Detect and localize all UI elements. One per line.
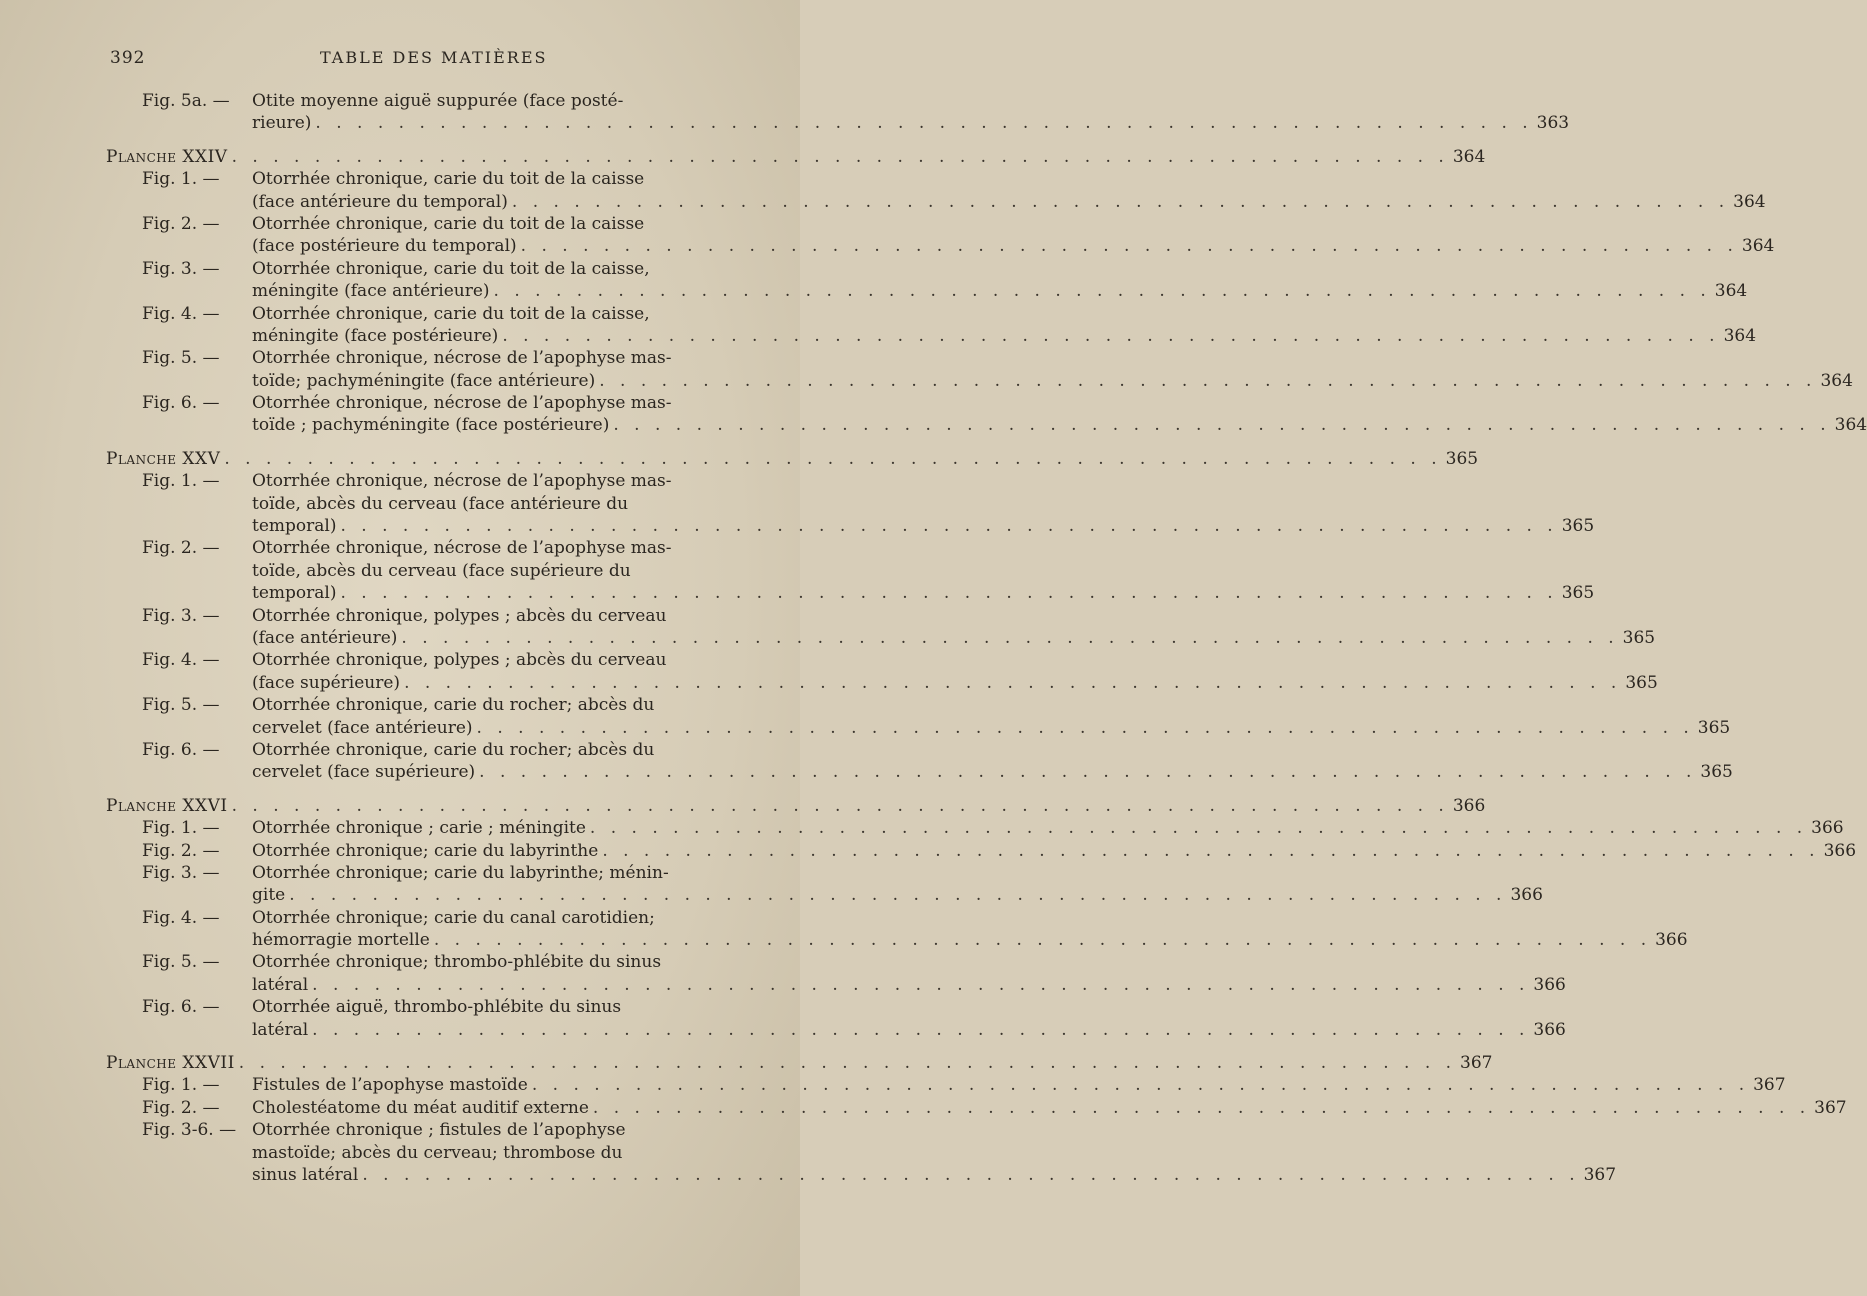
- toc-figure-entry: [106, 1097, 1847, 1119]
- figure-number: Fig. 2. —: [142, 840, 220, 861]
- caption-line: [252, 1074, 1786, 1096]
- figure-caption: [252, 303, 1756, 348]
- caption-line: [252, 761, 1733, 783]
- caption-text: Otorrhée chronique, nécrose de l’apophyse mas-: [252, 393, 672, 414]
- caption-line: [252, 370, 1853, 392]
- leader-dots: [528, 1074, 1749, 1096]
- caption-text: rieure): [252, 113, 312, 134]
- page-ref: 364: [1733, 191, 1766, 212]
- figure-number: Fig. 4. —: [142, 907, 220, 928]
- caption-line: [252, 325, 1756, 347]
- leader-dots: [595, 370, 1816, 392]
- toc-figure-entry: [106, 470, 1595, 537]
- page-ref: 365: [1445, 448, 1479, 469]
- caption-line: [252, 840, 1856, 862]
- caption-text: Otorrhée chronique; carie du labyrinthe: [252, 840, 599, 861]
- caption-line: [252, 929, 1688, 951]
- caption-text: (face supérieure): [252, 672, 401, 693]
- caption-text: Otorrhée chronique, carie du rocher; abcès du: [252, 739, 655, 760]
- figure-caption: [252, 649, 1658, 694]
- page-ref: 365: [1625, 672, 1658, 693]
- figure-caption: [252, 1074, 1786, 1096]
- caption-text: temporal): [252, 516, 337, 537]
- leader-dots: [508, 191, 1729, 213]
- toc-figure-entry: [106, 649, 1658, 694]
- plate-label: Planche XXV: [106, 448, 221, 469]
- caption-line: [252, 694, 1730, 716]
- plate-heading: [106, 795, 1486, 817]
- page-ref: 364: [1723, 325, 1757, 346]
- page-ref: 366: [1533, 1019, 1566, 1040]
- toc-figure-entry: [106, 303, 1757, 348]
- figure-number: Fig. 2. —: [142, 538, 220, 559]
- plate-heading: [106, 146, 1486, 168]
- toc-figure-entry: [106, 862, 1543, 907]
- toc-figure-entry: [106, 392, 1867, 437]
- caption-line: [252, 884, 1543, 906]
- caption-text: toïde, abcès du cerveau (face supérieure du: [252, 560, 631, 581]
- caption-text: toïde; pachyméningite (face antérieure): [252, 370, 596, 391]
- toc-figure-entry: [106, 605, 1656, 650]
- caption-text: Otorrhée aiguë, thrombo-phlébite du sinus: [252, 997, 622, 1018]
- figure-number: Fig. 4. —: [142, 650, 220, 671]
- figure-caption: [252, 817, 1844, 839]
- caption-text: Otorrhée chronique; thrombo-phlébite du sinus: [252, 952, 662, 973]
- caption-line: [252, 1142, 1616, 1164]
- caption-text: Otorrhée chronique, nécrose de l’apophyse mas-: [252, 538, 672, 559]
- leader-dots: [498, 325, 1719, 347]
- toc-figure-entry: [106, 1074, 1786, 1096]
- leader-dots: [308, 1019, 1529, 1041]
- leader-dots: [400, 672, 1621, 694]
- figure-number: Fig. 2. —: [142, 1097, 220, 1118]
- caption-line: [252, 974, 1566, 996]
- page-ref: 365: [1697, 717, 1731, 738]
- figure-caption: [252, 258, 1747, 303]
- page-ref: 365: [1561, 516, 1595, 537]
- figure-caption: [252, 840, 1856, 862]
- caption-text: Otorrhée chronique, nécrose de l’apophyse mas-: [252, 471, 672, 492]
- caption-text: Otorrhée chronique; carie du canal carotidien;: [252, 907, 655, 928]
- figure-number: Fig. 3. —: [142, 605, 220, 626]
- leader-dots: [473, 717, 1694, 739]
- leader-dots: [475, 761, 1696, 783]
- caption-line: [252, 649, 1658, 671]
- figure-caption: [252, 90, 1569, 135]
- page-ref: 365: [1561, 583, 1595, 604]
- toc-figure-entry: [106, 739, 1733, 784]
- caption-text: (face antérieure du temporal): [252, 191, 508, 212]
- caption-line: [252, 112, 1569, 134]
- caption-text: Otite moyenne aiguë suppurée (face posté-: [252, 91, 624, 111]
- toc-figure-entry: [106, 951, 1566, 996]
- caption-line: [252, 280, 1747, 302]
- toc-figure-entry: [106, 996, 1566, 1041]
- figure-caption: [252, 862, 1543, 907]
- caption-text: Otorrhée chronique; carie du labyrinthe; ménin-: [252, 862, 669, 883]
- leader-dots: [609, 414, 1830, 436]
- toc-figure-entry: [106, 168, 1766, 213]
- figure-number: Fig. 6. —: [142, 739, 220, 760]
- caption-line: [252, 414, 1867, 436]
- caption-line: [252, 996, 1566, 1018]
- page-ref: 366: [1510, 885, 1543, 906]
- caption-line: [252, 303, 1756, 325]
- caption-line: [252, 739, 1733, 761]
- toc-figure-entry: [106, 213, 1775, 258]
- figure-caption: [252, 347, 1853, 392]
- caption-line: [252, 817, 1844, 839]
- caption-line: [252, 605, 1655, 627]
- caption-line: [252, 672, 1658, 694]
- caption-line: [252, 191, 1766, 213]
- caption-text: mastoïde; abcès du cerveau; thrombose du: [252, 1142, 623, 1163]
- caption-text: toïde ; pachyméningite (face postérieure): [252, 415, 610, 436]
- toc-figure-entry: [106, 817, 1844, 839]
- leader-dots: [285, 884, 1506, 906]
- figure-number: Fig. 6. —: [142, 997, 220, 1018]
- caption-text: méningite (face postérieure): [252, 325, 499, 346]
- figure-caption: [252, 739, 1733, 784]
- caption-line: [252, 90, 1569, 112]
- page-ref: 364: [1834, 415, 1867, 436]
- leader-dots: [358, 1164, 1579, 1186]
- caption-text: Otorrhée chronique, carie du toit de la caisse: [252, 169, 645, 190]
- figure-number: Fig. 1. —: [142, 818, 220, 839]
- caption-text: Otorrhée chronique, polypes ; abcès du cerveau: [252, 650, 667, 671]
- figure-number: Fig. 3. —: [142, 862, 220, 883]
- caption-text: temporal): [252, 583, 337, 604]
- caption-line: [252, 951, 1566, 973]
- caption-line: [252, 493, 1594, 515]
- caption-text: Otorrhée chronique, carie du toit de la caisse,: [252, 303, 650, 324]
- caption-line: [252, 1164, 1616, 1186]
- caption-line: [252, 627, 1655, 649]
- caption-text: sinus latéral: [252, 1165, 359, 1186]
- caption-line: [252, 235, 1774, 257]
- figure-number: Fig. 5. —: [142, 348, 220, 369]
- caption-text: Fistules de l’apophyse mastoïde: [252, 1075, 528, 1096]
- caption-line: [252, 537, 1594, 559]
- caption-line: [252, 1119, 1616, 1141]
- figure-number: Fig. 1. —: [142, 471, 220, 492]
- caption-line: [252, 560, 1594, 582]
- page-ref: 367: [1460, 1053, 1493, 1074]
- figure-caption: [252, 470, 1594, 537]
- page-ref: 367: [1814, 1097, 1847, 1118]
- toc-figure-entry: [106, 90, 1570, 135]
- leader-dots: [397, 627, 1618, 649]
- figure-number: Fig. 5. —: [142, 952, 220, 973]
- figure-number: Fig. 3-6. —: [142, 1120, 237, 1141]
- figure-caption: [252, 537, 1594, 604]
- figure-caption: [252, 605, 1655, 650]
- leader-dots: [220, 448, 1441, 470]
- caption-line: [252, 515, 1594, 537]
- toc-figure-entry: [106, 537, 1595, 604]
- caption-text: latéral: [252, 974, 309, 995]
- page-ref: 364: [1741, 236, 1775, 257]
- caption-text: Otorrhée chronique, carie du toit de la caisse: [252, 213, 645, 234]
- caption-text: Otorrhée chronique, nécrose de l’apophyse mas-: [252, 348, 672, 369]
- leader-dots: [311, 112, 1532, 134]
- leader-dots: [586, 817, 1807, 839]
- plate-label: Planche XXIV: [106, 146, 228, 167]
- toc-figure-entry: [106, 258, 1748, 303]
- figure-caption: [252, 907, 1688, 952]
- page-ref: 366: [1533, 974, 1566, 995]
- figure-caption: [252, 213, 1774, 258]
- page-ref: 367: [1753, 1075, 1786, 1096]
- caption-line: [252, 392, 1867, 414]
- caption-text: méningite (face antérieure): [252, 281, 490, 302]
- figure-caption: [252, 694, 1730, 739]
- figure-caption: [252, 168, 1766, 213]
- caption-text: (face antérieure): [252, 627, 398, 648]
- leader-dots: [336, 582, 1557, 604]
- leader-dots: [336, 515, 1557, 537]
- plate-heading: [106, 1052, 1493, 1074]
- caption-text: latéral: [252, 1019, 309, 1040]
- figure-number: Fig. 2. —: [142, 213, 220, 234]
- page-ref: 367: [1583, 1165, 1617, 1186]
- figure-number: Fig. 4. —: [142, 303, 220, 324]
- page-header: [110, 48, 740, 72]
- figure-number: Fig. 5a. —: [142, 91, 230, 111]
- caption-line: [252, 862, 1543, 884]
- caption-line: [252, 168, 1766, 190]
- page-ref: 366: [1655, 930, 1688, 951]
- caption-line: [252, 1019, 1566, 1041]
- figure-caption: [252, 951, 1566, 996]
- figure-number: Fig. 5. —: [142, 695, 220, 716]
- leader-dots: [430, 929, 1651, 951]
- caption-line: [252, 717, 1730, 739]
- figure-caption: [252, 1119, 1616, 1186]
- page-ref: 364: [1452, 146, 1486, 167]
- leader-dots: [490, 280, 1711, 302]
- page-ref: 365: [1622, 627, 1656, 648]
- table-of-contents: [106, 90, 1867, 1186]
- leader-dots: [589, 1097, 1810, 1119]
- caption-line: [252, 907, 1688, 929]
- page-ref: 365: [1700, 762, 1733, 783]
- leader-dots: [235, 1052, 1456, 1074]
- caption-text: Otorrhée chronique ; carie ; méningite: [252, 818, 586, 839]
- caption-line: [252, 470, 1594, 492]
- leader-dots: [598, 840, 1819, 862]
- caption-text: cervelet (face antérieure): [252, 717, 473, 738]
- caption-text: gite: [252, 885, 286, 906]
- page-ref: 364: [1714, 281, 1748, 302]
- running-title: TABLE DES MATIÈRES: [320, 48, 548, 67]
- caption-line: [252, 582, 1594, 604]
- caption-line: [252, 213, 1774, 235]
- toc-figure-entry: [106, 907, 1688, 952]
- caption-text: Otorrhée chronique, carie du toit de la caisse,: [252, 258, 650, 279]
- caption-text: Otorrhée chronique ; fistules de l’apophyse: [252, 1120, 626, 1141]
- figure-number: Fig. 1. —: [142, 169, 220, 190]
- figure-number: Fig. 3. —: [142, 258, 220, 279]
- figure-number: Fig. 1. —: [142, 1075, 220, 1096]
- leader-dots: [228, 146, 1449, 168]
- plate-label: Planche XXVII: [106, 1053, 235, 1074]
- caption-text: (face postérieure du temporal): [252, 236, 517, 257]
- page-ref: 363: [1536, 113, 1570, 134]
- figure-caption: [252, 996, 1566, 1041]
- plate-label: Planche XXVI: [106, 795, 228, 816]
- caption-line: [252, 347, 1853, 369]
- leader-dots: [308, 974, 1529, 996]
- page-ref: 364: [1820, 370, 1853, 391]
- page-ref: 366: [1823, 840, 1857, 861]
- plate-heading: [106, 448, 1479, 470]
- figure-caption: [252, 392, 1867, 437]
- page-number: 392: [110, 48, 146, 68]
- toc-figure-entry: [106, 1119, 1617, 1186]
- toc-figure-entry: [106, 347, 1853, 392]
- caption-text: Cholestéatome du méat auditif externe: [252, 1097, 589, 1118]
- caption-text: Otorrhée chronique, carie du rocher; abcès du: [252, 695, 655, 716]
- leader-dots: [517, 235, 1738, 257]
- leader-dots: [228, 795, 1449, 817]
- toc-figure-entry: [106, 840, 1857, 862]
- caption-text: Otorrhée chronique, polypes ; abcès du cerveau: [252, 605, 667, 626]
- caption-text: hémorragie mortelle: [252, 930, 430, 951]
- figure-caption: [252, 1097, 1847, 1119]
- page-ref: 366: [1452, 795, 1486, 816]
- caption-line: [252, 1097, 1847, 1119]
- toc-figure-entry: [106, 694, 1731, 739]
- caption-text: toïde, abcès du cerveau (face antérieure du: [252, 493, 629, 514]
- page-ref: 366: [1811, 818, 1844, 839]
- caption-line: [252, 258, 1747, 280]
- caption-text: cervelet (face supérieure): [252, 762, 476, 783]
- figure-number: Fig. 6. —: [142, 393, 220, 414]
